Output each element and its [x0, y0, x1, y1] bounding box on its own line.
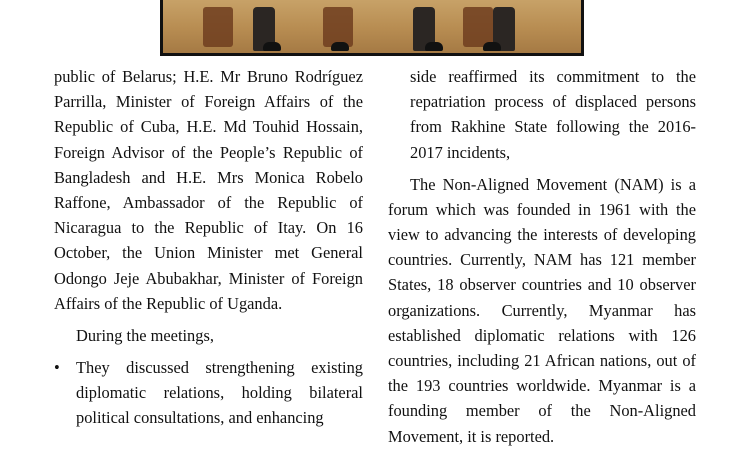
shoe — [425, 42, 443, 51]
shoe — [331, 42, 349, 51]
bullet-item: • They discussed strengthening existing diplomatic relations, holding bilateral political consultations, and enhancing — [54, 355, 363, 431]
chair — [203, 7, 233, 47]
body-paragraph: public of Belarus; H.E. Mr Bruno Rodríguez Parrilla, Minister of Foreign Affairs of the Republic of Cuba, H.E. Md Touhid Hossain, Foreign Advisor of the People’s Republic of Bangladesh and H.E. Mrs Monica Robelo Raffone, Ambassador of the Republic of Nicaragua to the Republic of Itay. On 16 October, the Union Minister met General Odongo Jeje Abubakhar, Minister of Foreign Affairs of the Republic of Uganda. — [54, 67, 363, 313]
body-paragraph: The Non-Aligned Movement (NAM) is a forum which was founded in 1961 with the view to advancing the interests of developing countries. Currently, NAM has 121 member States, 18 observer countries and 10 observer organizations. Currently, Myanmar has established diplomatic relations with 126 countries, including 21 African nations, out of the 193 countries worldwide. Myanmar is a founding member of the Non-Aligned Movement, it is reported. — [388, 174, 696, 446]
right-column — [388, 64, 696, 456]
body-paragraph: side reaffirmed its commitment to the repatriation process of displaced persons from Rakhine State following the 2016-2017 incidents, — [410, 67, 696, 162]
body-paragraph: During the meetings, — [76, 325, 214, 345]
chair — [463, 7, 493, 47]
shoe — [483, 42, 501, 51]
shoe — [263, 42, 281, 51]
chair — [323, 7, 353, 47]
left-column — [54, 64, 363, 430]
meeting-photo — [160, 0, 584, 56]
bullet-list — [54, 355, 363, 431]
